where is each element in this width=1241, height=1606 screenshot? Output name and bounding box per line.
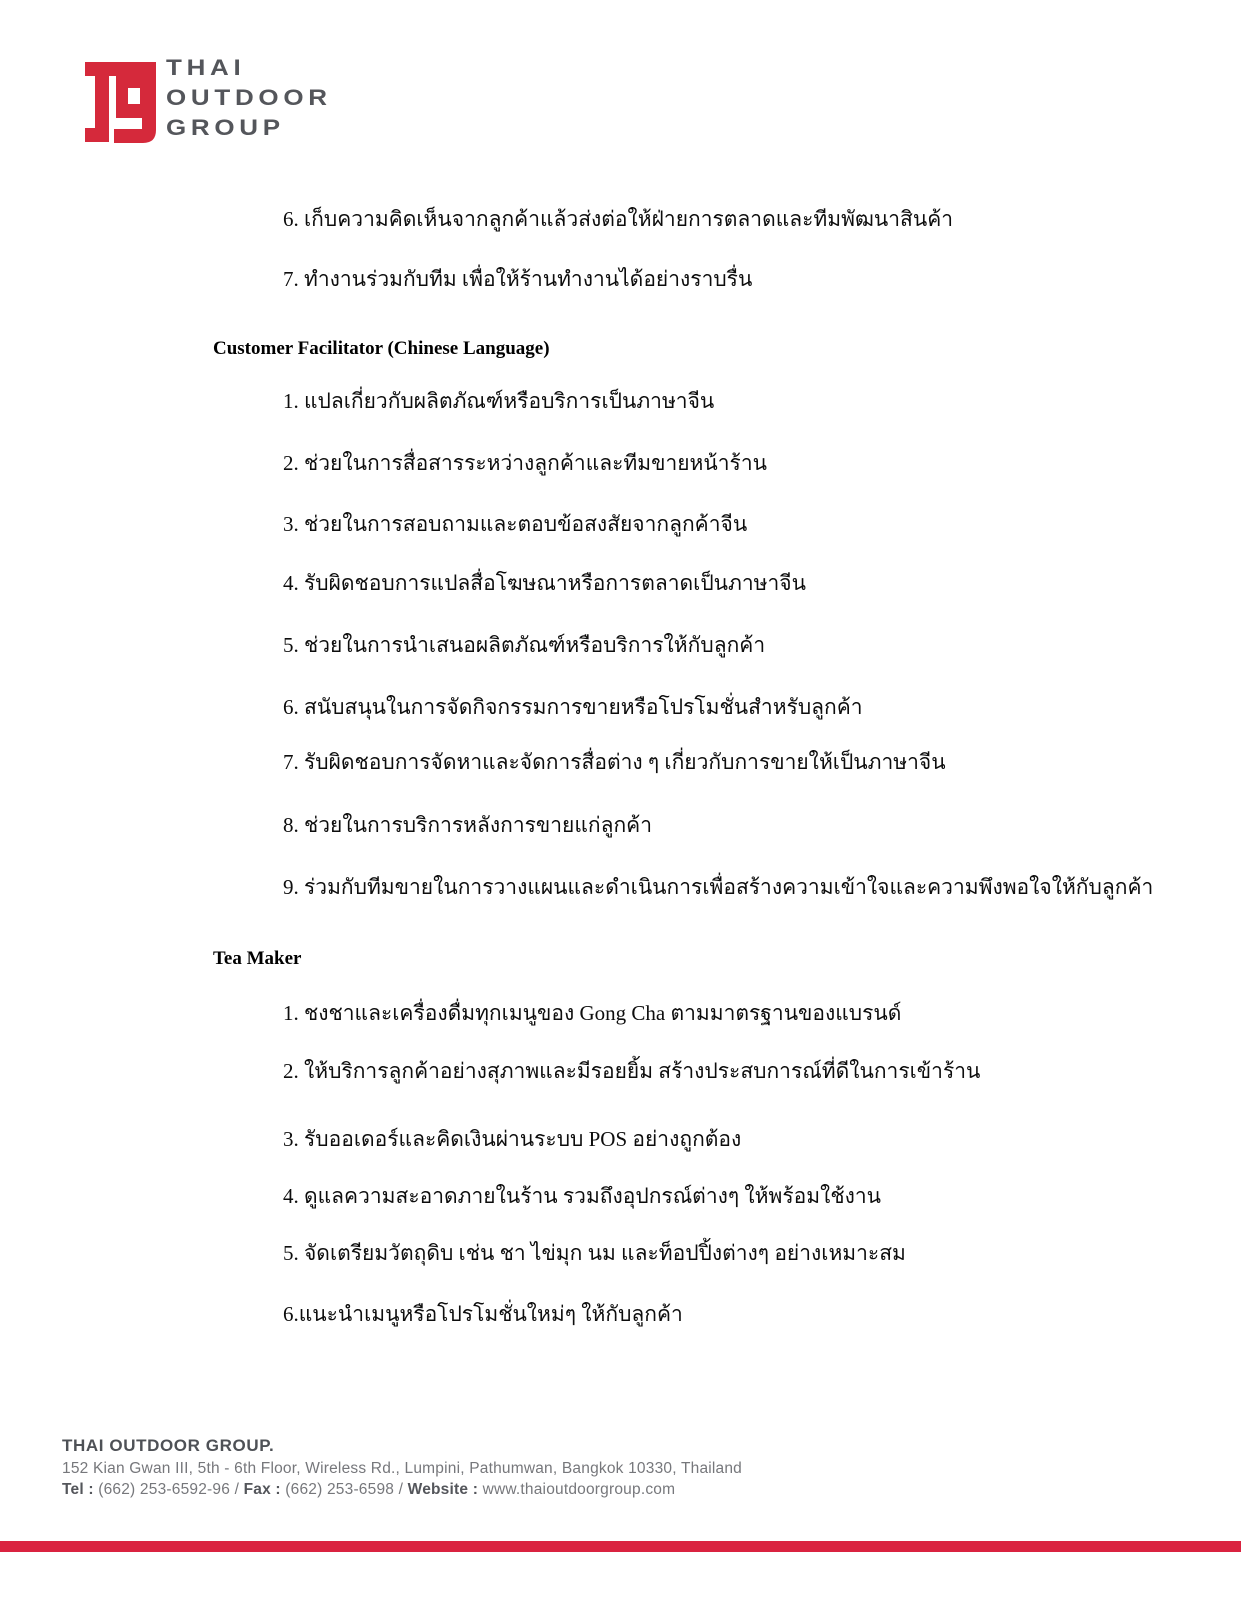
list-item: 1. ชงชาและเครื่องดื่มทุกเมนูของ Gong Cha ตามมาตรฐานของแบรนด์ [283, 1001, 902, 1025]
list-item: 5. ช่วยในการนำเสนอผลิตภัณฑ์หรือบริการให้กับลูกค้า [283, 633, 766, 657]
list-item: 2. ช่วยในการสื่อสารระหว่างลูกค้าและทีมขายหน้าร้าน [283, 451, 767, 475]
section-heading-customer-facilitator: Customer Facilitator (Chinese Language) [213, 338, 550, 359]
list-item: 3. ช่วยในการสอบถามและตอบข้อสงสัยจากลูกค้าจีน [283, 512, 748, 536]
list-item: 9. ร่วมกับทีมขายในการวางแผนและดำเนินการเพื่อสร้างความเข้าใจและความพึงพอใจให้กับลูกค้า [283, 875, 1154, 899]
footer-company-name: THAI OUTDOOR GROUP. [62, 1436, 275, 1455]
list-item: 5. จัดเตรียมวัตถุดิบ เช่น ชา ไข่มุก นม และท็อปปิ้งต่างๆ อย่างเหมาะสม [283, 1241, 906, 1265]
footer-contact-line [62, 1481, 675, 1499]
website-value: www.thaioutdoorgroup.com [482, 1481, 676, 1498]
section-heading-tea-maker: Tea Maker [213, 948, 302, 969]
list-item: 6. สนับสนุนในการจัดกิจกรรมการขายหรือโปรโมชั่นสำหรับลูกค้า [283, 695, 863, 719]
list-item: 6. เก็บความคิดเห็นจากลูกค้าแล้วส่งต่อให้ฝ่ายการตลาดและทีมพัฒนาสินค้า [283, 207, 954, 231]
list-item: 3. รับออเดอร์และคิดเงินผ่านระบบ POS อย่างถูกต้อง [283, 1127, 742, 1151]
fax-label: Fax : [243, 1481, 281, 1498]
list-item: 4. รับผิดชอบการแปลสื่อโฆษณาหรือการตลาดเป็นภาษาจีน [283, 571, 806, 595]
footer-address: 152 Kian Gwan III, 5th - 6th Floor, Wireless Rd., Lumpini, Pathumwan, Bangkok 10330, Thailand [62, 1460, 743, 1477]
list-item: 2. ให้บริการลูกค้าอย่างสุภาพและมีรอยยิ้ม สร้างประสบการณ์ที่ดีในการเข้าร้าน [283, 1059, 981, 1083]
logo-word-outdoor: OUTDOOR [166, 85, 332, 110]
tg-monogram-icon [85, 62, 156, 143]
logo-wordmark [166, 53, 332, 143]
tel-value: (662) 253-6592-96 [98, 1481, 231, 1498]
list-item: 4. ดูแลความสะอาดภายในร้าน รวมถึงอุปกรณ์ต่างๆ ให้พร้อมใช้งาน [283, 1184, 881, 1208]
logo-word-thai: THAI [166, 55, 246, 80]
list-item: 8. ช่วยในการบริการหลังการขายแก่ลูกค้า [283, 813, 653, 837]
list-item: 1. แปลเกี่ยวกับผลิตภัณฑ์หรือบริการเป็นภาษาจีน [283, 389, 715, 413]
website-label: Website : [407, 1481, 479, 1498]
list-item: 7. ทำงานร่วมกับทีม เพื่อให้ร้านทำงานได้อย่างราบรื่น [283, 267, 753, 291]
logo-word-group: GROUP [166, 115, 285, 140]
list-item: 6.แนะนำเมนูหรือโปรโมชั่นใหม่ๆ ให้กับลูกค้า [283, 1302, 683, 1326]
fax-value: (662) 253-6598 [285, 1481, 395, 1498]
tel-label: Tel : [62, 1481, 94, 1498]
separator: / [398, 1481, 404, 1498]
footer-accent-bar [0, 1541, 1241, 1552]
separator: / [234, 1481, 240, 1498]
list-item: 7. รับผิดชอบการจัดหาและจัดการสื่อต่าง ๆ เกี่ยวกับการขายให้เป็นภาษาจีน [283, 750, 946, 774]
